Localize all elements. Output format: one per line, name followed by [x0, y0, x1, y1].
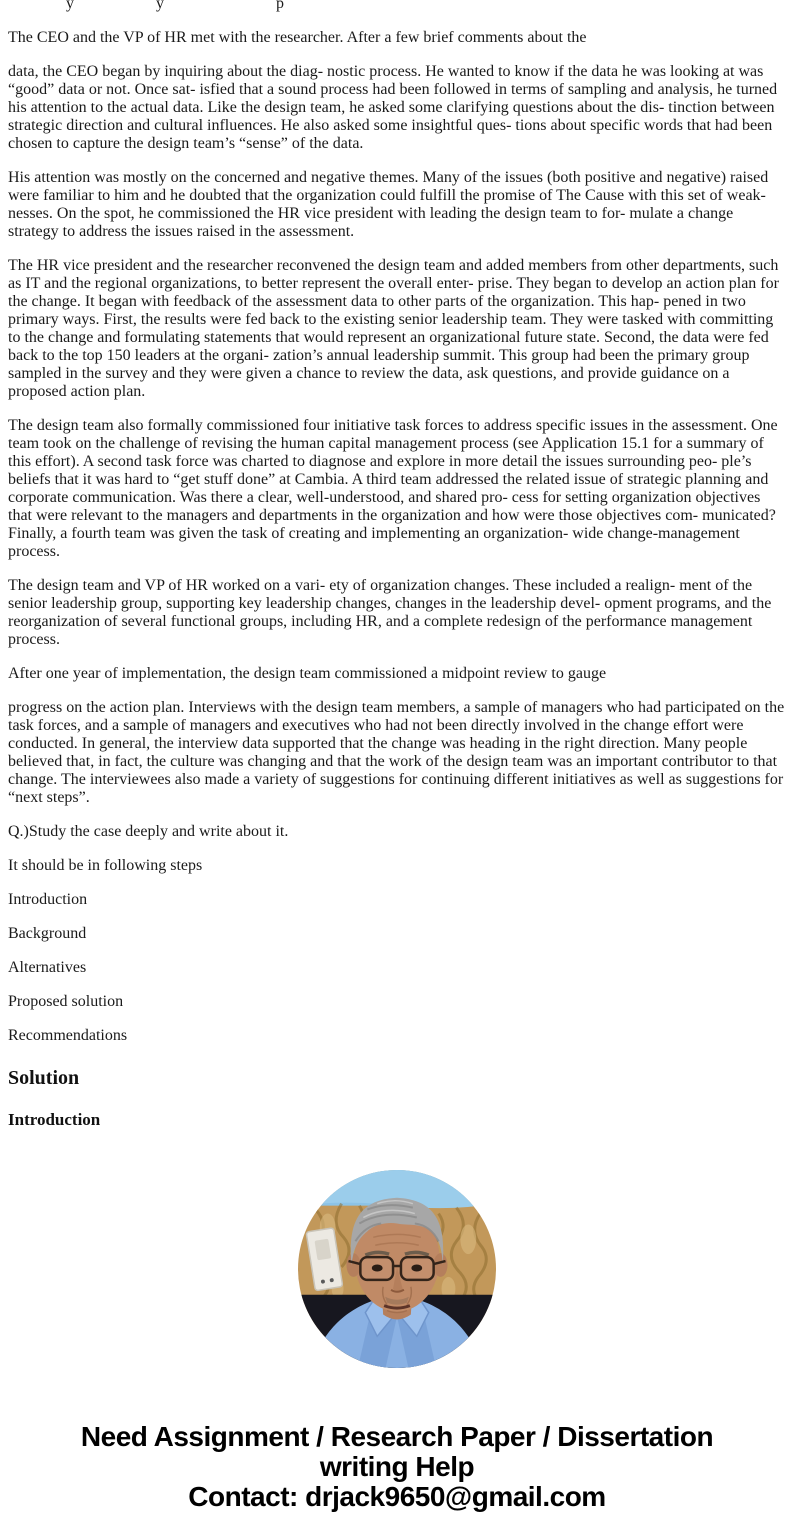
help-banner — [8, 1422, 786, 1512]
clipped-text-fragment: y — [66, 0, 74, 12]
body-paragraph: The HR vice president and the researcher reconvened the design team and added members from other departments, such as IT and the regional organizations, to better represent the overall enter- prise. They began to develop an action plan for the change. It began with feedback of the assessment data to other parts of the organization. This hap- pened in two primary ways. First, the results were fed back to the existing senior leadership team. They were tasked with committing to the change and formulating statements that would represent an organizational future state. Second, the data were fed back to the top 150 leaders at the organi- zation’s annual leadership summit. This group had been the primary group sampled in the survey and they were given a chance to review the data, ask questions, and provide guidance on a proposed action plan. — [8, 257, 779, 400]
banner-line-1: Need Assignment / Research Paper / Dissertation — [80, 1421, 714, 1452]
body-paragraph: His attention was mostly on the concerned and negative themes. Many of the issues (both positive and negative) raised were familiar to him and he doubted that the organization could fulfill the promise of The Cause with this set of weak- nesses. On the spot, he commissioned the HR vice president with leading the design team to for- mulate a change strategy to address the issues raised in the assessment. — [8, 169, 769, 240]
body-paragraph: After one year of implementation, the design team commissioned a midpoint review to gauge — [8, 665, 607, 682]
body-paragraph: The CEO and the VP of HR met with the researcher. After a few brief comments about the — [8, 29, 587, 46]
steps-list-item: Background — [8, 925, 87, 942]
body-paragraph: data, the CEO began by inquiring about the diag- nostic process. He wanted to know if the data he was looking at was “good” data or not. Once sat- isfied that a sound process had been followed in terms of sampling and analysis, he turned his attention to the actual data. Like the design team, he asked some clarifying questions about the dis- tinction between strategic direction and cultural influences. He also asked some insightful ques- tions about specific words that had been chosen to capture the design team’s “sense” of the data. — [8, 63, 778, 152]
question-line: Q.)Study the case deeply and write about it. — [8, 823, 289, 840]
body-paragraph: The design team and VP of HR worked on a vari- ety of organization changes. These included a realign- ment of the senior leadership group, supporting key leadership changes, changes in the leadership devel- opment programs, and the reorganization of several functional groups, including HR, and a complete redesign of the performance management process. — [8, 577, 772, 648]
portrait-image-wrapper — [8, 1170, 786, 1368]
body-paragraph: progress on the action plan. Interviews with the design team members, a sample of managers who had participated on the task forces, and a sample of managers and executives who had not been directly involved in the change effort were conducted. In general, the interview data supported that the change was heading in the right direction. Many people believed that, in fact, the culture was changing and that the work of the design team was an important contributor to that change. The interviewees also made a variety of suggestions for continuing different initiatives as well as suggestions for “next steps”. — [8, 699, 785, 806]
steps-list-item: Introduction — [8, 891, 88, 908]
banner-contact-line: Contact: drjack9650@gmail.com — [188, 1481, 606, 1512]
clipped-text-fragment: y — [156, 0, 164, 12]
solution-heading: Solution — [8, 1067, 80, 1089]
steps-list-item: Alternatives — [8, 959, 87, 976]
steps-list-item: Recommendations — [8, 1027, 128, 1044]
clipped-text-fragment: p — [276, 0, 284, 12]
portrait-photo — [298, 1170, 496, 1368]
banner-line-2: writing Help — [319, 1451, 475, 1482]
steps-intro: It should be in following steps — [8, 857, 203, 874]
body-paragraph: The design team also formally commissioned four initiative task forces to address specific issues in the assessment. One team took on the challenge of revising the human capital management process (see Application 15.1 for a summary of this effort). A second task force was charted to diagnose and explore in more detail the issues surrounding peo- ple’s beliefs that it was hard to “get stuff done” at Cambia. A third team addressed the related issue of strategic planning and corporate communication. Was there a clear, well-understood, and shared pro- cess for setting organization objectives that were relevant to the managers and departments in the organization and how were those objectives com- municated? Finally, a fourth team was given the task of creating and implementing an organization- wide change-management process. — [8, 417, 778, 560]
clipped-top-line — [8, 0, 786, 13]
introduction-subheading: Introduction — [8, 1110, 101, 1129]
steps-list-item: Proposed solution — [8, 993, 124, 1010]
steps-list — [8, 891, 786, 1045]
